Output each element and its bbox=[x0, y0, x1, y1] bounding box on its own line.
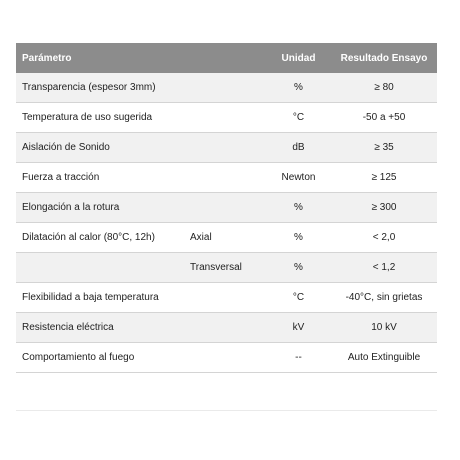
cell-unit: kV bbox=[266, 313, 331, 343]
table-row bbox=[16, 283, 437, 313]
cell-param: Flexibilidad a baja temperatura bbox=[16, 283, 266, 313]
cell-result: < 2,0 bbox=[331, 223, 437, 253]
table-row bbox=[16, 133, 437, 163]
cell-result: 10 kV bbox=[331, 313, 437, 343]
cell-sub: Axial bbox=[186, 223, 266, 253]
cell-unit: Newton bbox=[266, 163, 331, 193]
table-row bbox=[16, 343, 437, 373]
cell-param: Aislación de Sonido bbox=[16, 133, 266, 163]
table-header-row bbox=[16, 43, 437, 73]
cell-result: Auto Extinguible bbox=[331, 343, 437, 373]
header-result: Resultado Ensayo bbox=[331, 43, 437, 73]
cell-unit: °C bbox=[266, 283, 331, 313]
table-row bbox=[16, 103, 437, 133]
cell-result: ≥ 125 bbox=[331, 163, 437, 193]
table-row bbox=[16, 313, 437, 343]
cell-param: Dilatación al calor (80°C, 12h) bbox=[16, 223, 186, 253]
cell-param: Temperatura de uso sugerida bbox=[16, 103, 266, 133]
cell-result: < 1,2 bbox=[331, 253, 437, 283]
table-row bbox=[16, 73, 437, 103]
table-row bbox=[16, 193, 437, 223]
cell-param: Resistencia eléctrica bbox=[16, 313, 266, 343]
header-param: Parámetro bbox=[16, 43, 266, 73]
specifications-table-container bbox=[16, 43, 437, 373]
cell-param: Fuerza a tracción bbox=[16, 163, 266, 193]
cell-unit: % bbox=[266, 73, 331, 103]
cell-unit: % bbox=[266, 193, 331, 223]
cell-sub: Transversal bbox=[186, 253, 266, 283]
bottom-divider bbox=[16, 410, 437, 411]
cell-param: Transparencia (espesor 3mm) bbox=[16, 73, 266, 103]
table-row bbox=[16, 253, 437, 283]
cell-param: Comportamiento al fuego bbox=[16, 343, 266, 373]
table-row bbox=[16, 223, 437, 253]
cell-unit: dB bbox=[266, 133, 331, 163]
cell-result: -40°C, sin grietas bbox=[331, 283, 437, 313]
cell-result: ≥ 80 bbox=[331, 73, 437, 103]
cell-unit: °C bbox=[266, 103, 331, 133]
cell-result: -50 a +50 bbox=[331, 103, 437, 133]
table-row bbox=[16, 163, 437, 193]
cell-unit: % bbox=[266, 253, 331, 283]
cell-param: Elongación a la rotura bbox=[16, 193, 266, 223]
cell-result: ≥ 300 bbox=[331, 193, 437, 223]
cell-unit: -- bbox=[266, 343, 331, 373]
specifications-table bbox=[16, 43, 437, 373]
header-unit: Unidad bbox=[266, 43, 331, 73]
cell-result: ≥ 35 bbox=[331, 133, 437, 163]
cell-unit: % bbox=[266, 223, 331, 253]
cell-param bbox=[16, 253, 186, 283]
